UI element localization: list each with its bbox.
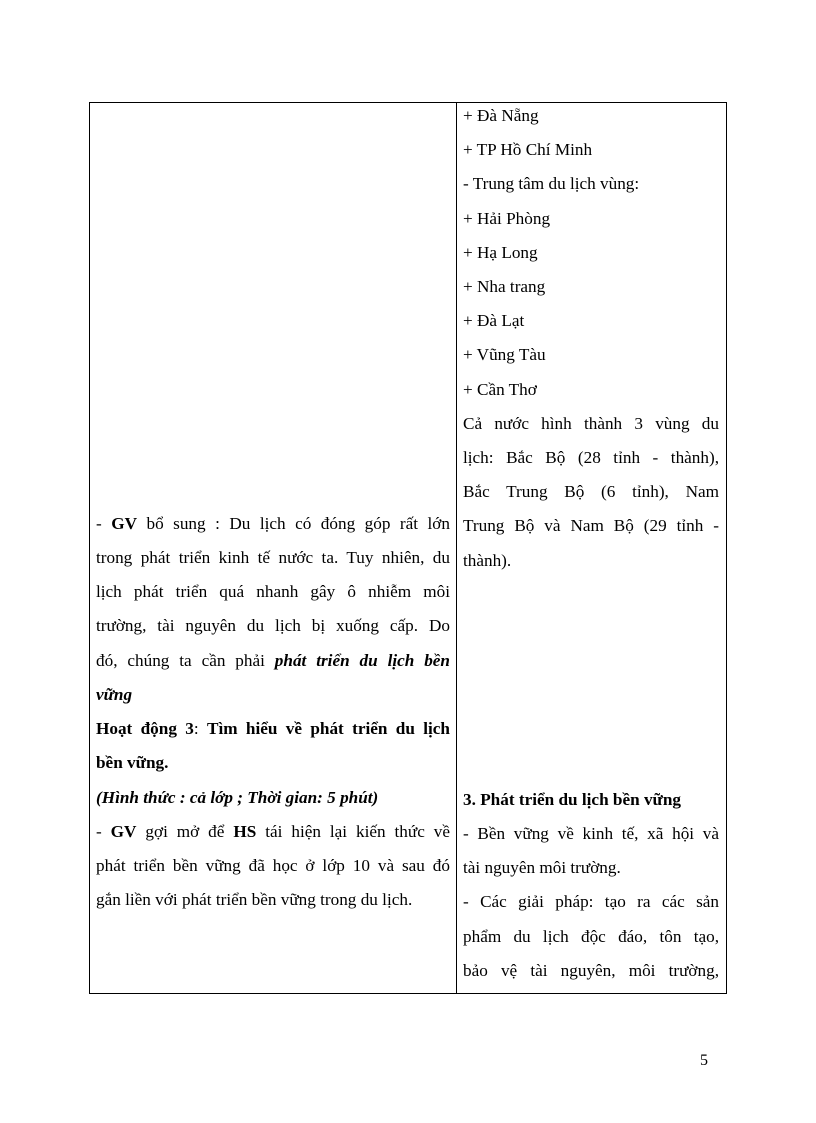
list-item: + Đà Nẵng bbox=[463, 106, 539, 125]
list-item: + TP Hồ Chí Minh bbox=[463, 140, 593, 159]
list-item: + Hải Phòng bbox=[463, 209, 551, 228]
text-line: Cả nước hình thành 3 vùng du bbox=[463, 414, 719, 433]
text-line: phẩm du lịch độc đáo, tôn tạo, bbox=[463, 927, 719, 946]
text-line: phát triển bền vững đã học ở lớp 10 và sau đó bbox=[96, 856, 450, 875]
text-line: - Bền vững về kinh tế, xã hội và bbox=[463, 824, 719, 843]
text-line: đó, chúng ta cần phải phát triển du lịch bền bbox=[96, 651, 450, 670]
list-item: + Nha trang bbox=[463, 277, 546, 296]
column-divider bbox=[456, 103, 457, 993]
section-3-heading: 3. Phát triển du lịch bền vững bbox=[463, 790, 682, 809]
list-item: + Đà Lạt bbox=[463, 311, 525, 330]
activity-form-line: (Hình thức : cả lớp ; Thời gian: 5 phút) bbox=[96, 788, 379, 807]
text-line: bảo vệ tài nguyên, môi trường, bbox=[463, 961, 719, 980]
teacher-activity-column bbox=[96, 103, 450, 993]
text-line: lịch: Bắc Bộ (28 tỉnh - thành), bbox=[463, 448, 719, 467]
activity-3-heading-cont: bền vững. bbox=[96, 753, 169, 772]
text-line: lịch phát triển quá nhanh gây ô nhiễm môi bbox=[96, 582, 450, 601]
text-line: vững bbox=[96, 685, 133, 704]
text-line: - Các giải pháp: tạo ra các sản bbox=[463, 892, 719, 911]
text-line: thành). bbox=[463, 551, 512, 570]
page-number: 5 bbox=[700, 1052, 708, 1069]
text-line: trường, tài nguyên du lịch bị xuống cấp. Do bbox=[96, 616, 450, 635]
text-line: Bắc Trung Bộ (6 tỉnh), Nam bbox=[463, 482, 719, 501]
list-item: + Vũng Tàu bbox=[463, 345, 546, 364]
gv-supplement-line: - GV bổ sung : Du lịch có đóng góp rất lớn bbox=[96, 514, 450, 533]
text-line: gắn liền với phát triển bền vững trong du lịch. bbox=[96, 890, 413, 909]
list-item: - Trung tâm du lịch vùng: bbox=[463, 174, 640, 193]
list-item: + Cần Thơ bbox=[463, 380, 537, 399]
activity-3-heading: Hoạt động 3: Tìm hiểu về phát triển du lịch bbox=[96, 719, 450, 738]
list-item: + Hạ Long bbox=[463, 243, 538, 262]
text-line: tài nguyên môi trường. bbox=[463, 858, 621, 877]
content-column bbox=[463, 103, 719, 993]
content-table bbox=[89, 102, 727, 994]
gv-suggest-line: - GV gợi mở để HS tái hiện lại kiến thức về bbox=[96, 822, 451, 841]
text-line: Trung Bộ và Nam Bộ (29 tỉnh - bbox=[463, 516, 719, 535]
text-line: trong phát triển kinh tế nước ta. Tuy nhiên, du bbox=[96, 548, 450, 567]
